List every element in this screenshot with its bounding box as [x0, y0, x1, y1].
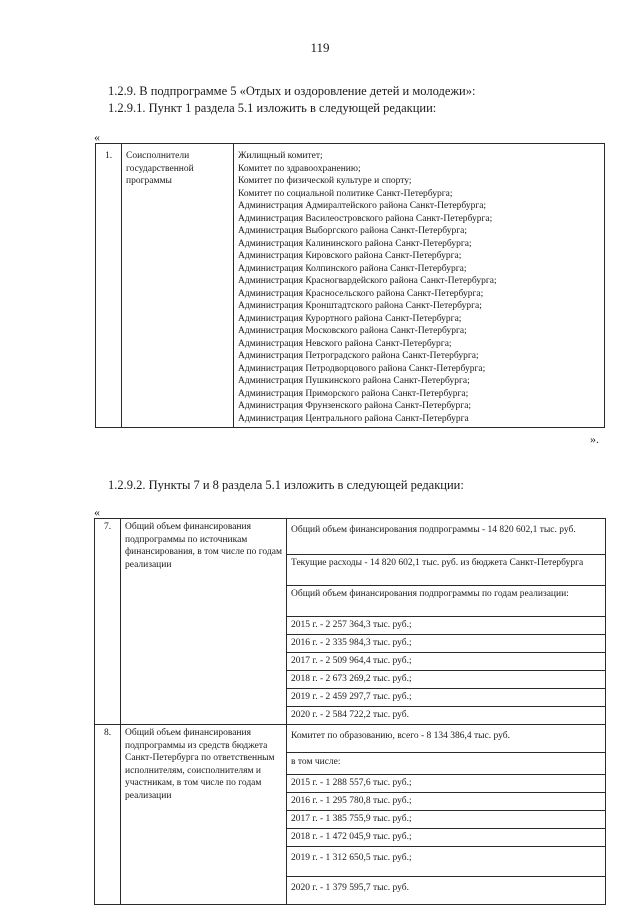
list-item: Администрация Кронштадтского района Санкт-Петербурга; — [238, 301, 482, 311]
list-item: Администрация Кировского района Санкт-Петербурга; — [238, 251, 462, 261]
year-amount: 2020 г. - 2 584 722,2 тыс. руб. — [287, 707, 606, 725]
including-label: в том числе: — [287, 753, 606, 775]
year-amount: 2020 г. - 1 379 595,7 тыс. руб. — [287, 877, 606, 905]
row-number: 8. — [95, 725, 121, 905]
list-item: Комитет по здравоохранению; — [238, 163, 361, 174]
row-label: Общий объем финансирования подпрограммы по источникам финансирования, в том числе по годам реализации — [121, 519, 287, 725]
row-label: Общий объем финансирования подпрограммы из средств бюджета Санкт-Петербурга по ответственным исполнителям, соисполнителям и участникам, в том числе по годам реализации — [121, 725, 287, 905]
list-item: Администрация Курортного района Санкт-Петербурга; — [238, 313, 462, 324]
list-item: Комитет по физической культуре и спорту; — [238, 176, 412, 186]
open-quote-1: « — [94, 130, 100, 144]
financing-table — [94, 518, 606, 905]
paragraph-1-2-9-2: 1.2.9.2. Пункты 7 и 8 раздела 5.1 изложить в следующей редакции: — [108, 478, 464, 492]
table-row — [95, 725, 606, 753]
committee-total: Комитет по образованию, всего - 8 134 386,4 тыс. руб. — [287, 725, 606, 753]
year-amount: 2019 г. - 2 459 297,7 тыс. руб.; — [287, 689, 606, 707]
co-executors-list — [234, 144, 605, 428]
list-item: Администрация Красногвардейского района Санкт-Петербурга; — [238, 276, 497, 286]
year-amount: 2015 г. - 1 288 557,6 тыс. руб.; — [287, 775, 606, 793]
list-item: Администрация Фрунзенского района Санкт-Петербурга; — [238, 401, 472, 411]
list-item: Администрация Московского района Санкт-Петербурга; — [238, 326, 467, 336]
list-item: Администрация Петроградского района Санкт-Петербурга; — [238, 351, 479, 361]
list-item: Администрация Центрального района Санкт-Петербурга — [238, 413, 469, 424]
row-number: 7. — [95, 519, 121, 725]
paragraph-1-2-9: 1.2.9. В подпрограмме 5 «Отдых и оздоровление детей и молодежи»: — [108, 84, 476, 98]
current-expenses: Текущие расходы - 14 820 602,1 тыс. руб. из бюджета Санкт-Петербурга — [287, 555, 606, 586]
table-row — [95, 519, 606, 555]
row-number: 1. — [96, 144, 122, 428]
close-quote-1: ». — [590, 432, 599, 446]
financing-by-years: Общий объем финансирования подпрограммы по годам реализации: — [287, 586, 606, 617]
list-item: Администрация Пушкинского района Санкт-Петербурга; — [238, 376, 470, 386]
list-item: Администрация Невского района Санкт-Петербурга; — [238, 338, 452, 349]
row-label: Соисполнители государственной программы — [122, 144, 234, 428]
list-item: Администрация Колпинского района Санкт-Петербурга; — [238, 263, 467, 274]
open-quote-2: « — [94, 505, 100, 519]
list-item: Администрация Красносельского района Санкт-Петербурга; — [238, 288, 484, 299]
year-amount: 2015 г. - 2 257 364,3 тыс. руб.; — [287, 617, 606, 635]
year-amount: 2016 г. - 2 335 984,3 тыс. руб.; — [287, 635, 606, 653]
total-financing: Общий объем финансирования подпрограммы - 14 820 602,1 тыс. руб. — [287, 519, 606, 555]
year-amount: 2019 г. - 1 312 650,5 тыс. руб.; — [287, 847, 606, 877]
co-executors-table — [95, 143, 605, 428]
list-item: Администрация Выборгского района Санкт-Петербурга; — [238, 226, 467, 236]
list-item: Администрация Приморского района Санкт-Петербурга; — [238, 388, 469, 399]
page-number: 119 — [310, 40, 330, 55]
year-amount: 2017 г. - 1 385 755,9 тыс. руб.; — [287, 811, 606, 829]
paragraph-1-2-9-1: 1.2.9.1. Пункт 1 раздела 5.1 изложить в следующей редакции: — [108, 101, 437, 115]
list-item: Администрация Василеостровского района Санкт-Петербурга; — [238, 213, 493, 224]
year-amount: 2018 г. - 2 673 269,2 тыс. руб.; — [287, 671, 606, 689]
year-amount: 2017 г. - 2 509 964,4 тыс. руб.; — [287, 653, 606, 671]
list-item: Администрация Петродворцового района Санкт-Петербурга; — [238, 363, 486, 374]
table-row — [96, 144, 605, 428]
year-amount: 2016 г. - 1 295 780,8 тыс. руб.; — [287, 793, 606, 811]
list-item: Комитет по социальной политике Санкт-Петербурга; — [238, 188, 453, 199]
list-item: Администрация Калининского района Санкт-Петербурга; — [238, 238, 472, 249]
year-amount: 2018 г. - 1 472 045,9 тыс. руб.; — [287, 829, 606, 847]
list-item: Жилищный комитет; — [238, 151, 323, 161]
list-item: Администрация Адмиралтейского района Санкт-Петербурга; — [238, 201, 487, 211]
